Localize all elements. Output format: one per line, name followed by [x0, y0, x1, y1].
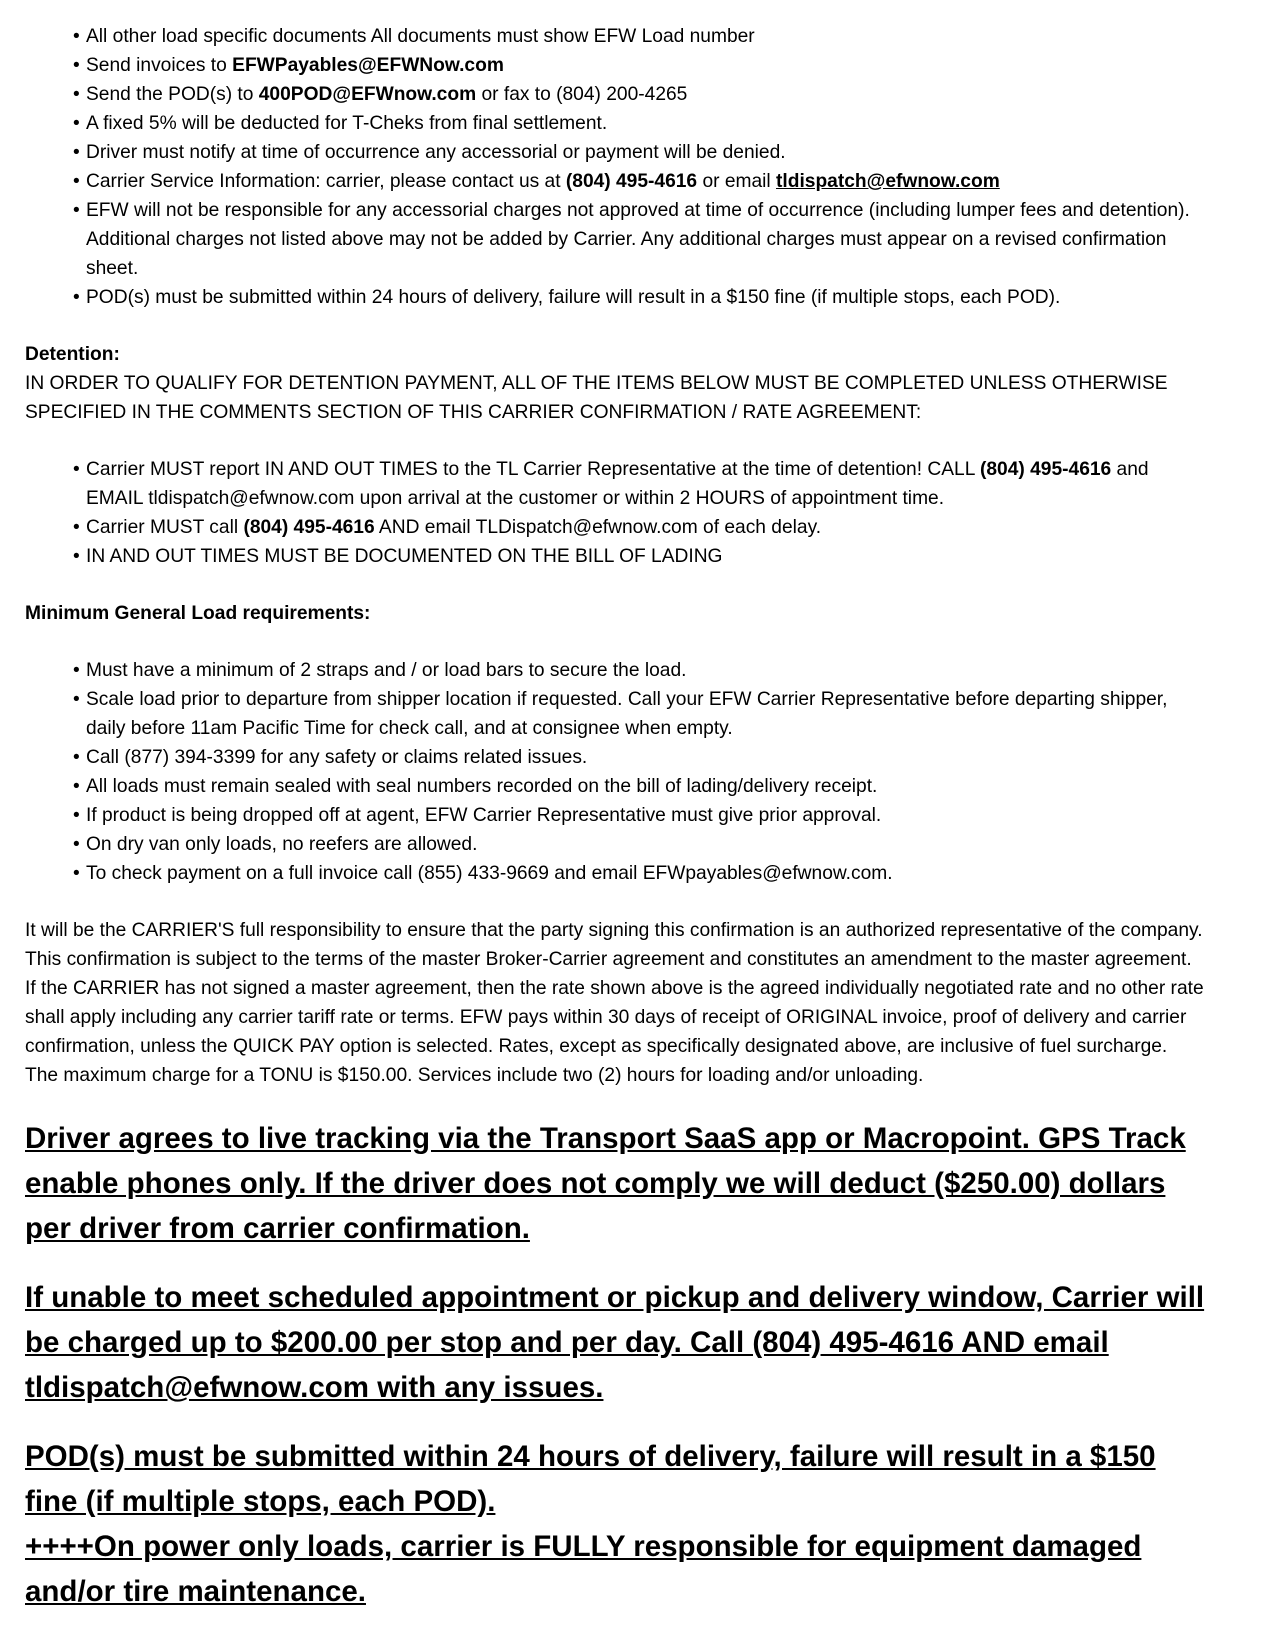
list-item-text: POD(s) must be submitted within 24 hours of delivery, failure will result in a $150 fine (if multiple stops, each POD).	[86, 287, 1061, 308]
service-phone: (804) 495-4616	[565, 171, 698, 192]
list-item	[73, 513, 1205, 542]
tracking-notice: Driver agrees to live tracking via the Transport SaaS app or Macropoint. GPS Track enable phones only. If the driver does not comply we will deduct ($250.00) dollars per driver from carrier confirmation.	[25, 1122, 1186, 1245]
spacer	[25, 1090, 1205, 1116]
spacer	[25, 571, 1205, 599]
list-item-text: EFW will not be responsible for any accessorial charges not approved at time of occurrence (including lumper fees and detention). Additional charges not listed above may not be added by Carrier. Any additional charges must appear on a revised confirmation sheet.	[86, 200, 1190, 279]
list-item-text: IN AND OUT TIMES MUST BE DOCUMENTED ON THE BILL OF LADING	[86, 546, 723, 567]
list-item: • Must have a minimum of 2 straps and / or load bars to secure the load.	[73, 656, 1205, 685]
detention-heading: Detention:	[25, 344, 120, 365]
spacer	[25, 888, 1205, 916]
dispatch-email-link[interactable]: tldispatch@efwnow.com	[776, 171, 1000, 192]
list-item-text: Send invoices to	[86, 55, 233, 76]
list-item-text: A fixed 5% will be deducted for T-Cheks from final settlement.	[86, 113, 608, 134]
appointment-notice: If unable to meet scheduled appointment or pickup and delivery window, Carrier will be charged up to $200.00 per stop and per day. Call (804) 495-4616 AND email tldispatch@efwnow.com with any issues.	[25, 1281, 1205, 1404]
list-item-text: AND email TLDispatch@efwnow.com of each delay.	[374, 517, 822, 538]
list-item: • Scale load prior to departure from shipper location if requested. Call your EFW Carrier Representative before departing shipper, daily before 11am Pacific Time for check call, and at consignee when empty.	[73, 685, 1205, 743]
list-item	[73, 109, 1205, 138]
list-item: • To check payment on a full invoice call (855) 433-9669 and email EFWpayables@efwnow.com.	[73, 859, 1205, 888]
power-only-notice: ++++On power only loads, carrier is FULLY responsible for equipment damaged and/or tire maintenance.	[25, 1530, 1142, 1608]
spacer	[25, 427, 1205, 455]
minimum-requirements-heading: Minimum General Load requirements:	[25, 603, 371, 624]
list-item	[73, 455, 1205, 513]
list-item	[73, 196, 1205, 283]
spacer	[25, 1251, 1205, 1275]
list-item-text: or fax to (804) 200-4265	[476, 84, 688, 105]
spacer	[25, 628, 1205, 656]
list-item	[73, 542, 1205, 571]
list-item: • If product is being dropped off at agent, EFW Carrier Representative must give prior approval.	[73, 801, 1205, 830]
list-item: • All loads must remain sealed with seal numbers recorded on the bill of lading/delivery receipt.	[73, 772, 1205, 801]
list-item	[73, 138, 1205, 167]
pod-notice: POD(s) must be submitted within 24 hours of delivery, failure will result in a $150 fine (if multiple stops, each POD).	[25, 1440, 1156, 1518]
list-item-text: and EMAIL tldispatch@efwnow.com upon arrival at the customer or within 2 HOURS of appointment time.	[86, 459, 1149, 509]
list-item	[73, 167, 1205, 196]
list-item	[73, 80, 1205, 109]
pod-email: 400POD@EFWnow.com	[258, 84, 477, 105]
detention-phone: (804) 495-4616	[243, 517, 375, 538]
list-item-text: Carrier MUST report IN AND OUT TIMES to the TL Carrier Representative at the time of detention! CALL	[86, 459, 980, 480]
detention-intro: IN ORDER TO QUALIFY FOR DETENTION PAYMENT, ALL OF THE ITEMS BELOW MUST BE COMPLETED UNLESS OTHERWISE SPECIFIED IN THE COMMENTS SECTION OF THIS CARRIER CONFIRMATION / RATE AGREEMENT:	[25, 373, 1168, 423]
spacer	[25, 1410, 1205, 1434]
detention-phone: (804) 495-4616	[980, 459, 1112, 480]
list-item-text: Carrier Service Information: carrier, please contact us at	[86, 171, 566, 192]
carrier-responsibility-paragraph: It will be the CARRIER'S full responsibility to ensure that the party signing this confirmation is an authorized representative of the company. This confirmation is subject to the terms of the master Broker-Carrier agreement and constitutes an amendment to the master agreement. If the CARRIER has not signed a master agreement, then the rate shown above is the agreed individually negotiated rate and no other rate shall apply including any carrier tariff rate or terms. EFW pays within 30 days of receipt of ORIGINAL invoice, proof of delivery and carrier confirmation, unless the QUICK PAY option is selected. Rates, except as specifically designated above, are inclusive of fuel surcharge. The maximum charge for a TONU is $150.00. Services include two (2) hours for loading and/or unloading.	[25, 920, 1204, 1086]
minimum-requirements-list	[25, 656, 1205, 888]
list-item-text: Carrier MUST call	[86, 517, 244, 538]
list-item-text: Send the POD(s) to	[86, 84, 259, 105]
list-item-text: or email	[697, 171, 777, 192]
list-item	[73, 51, 1205, 80]
detention-list	[25, 455, 1205, 571]
list-item: • Call (877) 394-3399 for any safety or claims related issues.	[73, 743, 1205, 772]
list-item-text: Driver must notify at time of occurrence any accessorial or payment will be denied.	[86, 142, 786, 163]
list-item	[73, 283, 1205, 312]
invoice-email: EFWPayables@EFWNow.com	[232, 55, 504, 76]
spacer	[25, 312, 1205, 340]
list-item: • On dry van only loads, no reefers are allowed.	[73, 830, 1205, 859]
list-item	[73, 22, 1205, 51]
carrier-instructions-list	[25, 22, 1205, 312]
list-item-text: All other load specific documents All documents must show EFW Load number	[86, 26, 755, 47]
